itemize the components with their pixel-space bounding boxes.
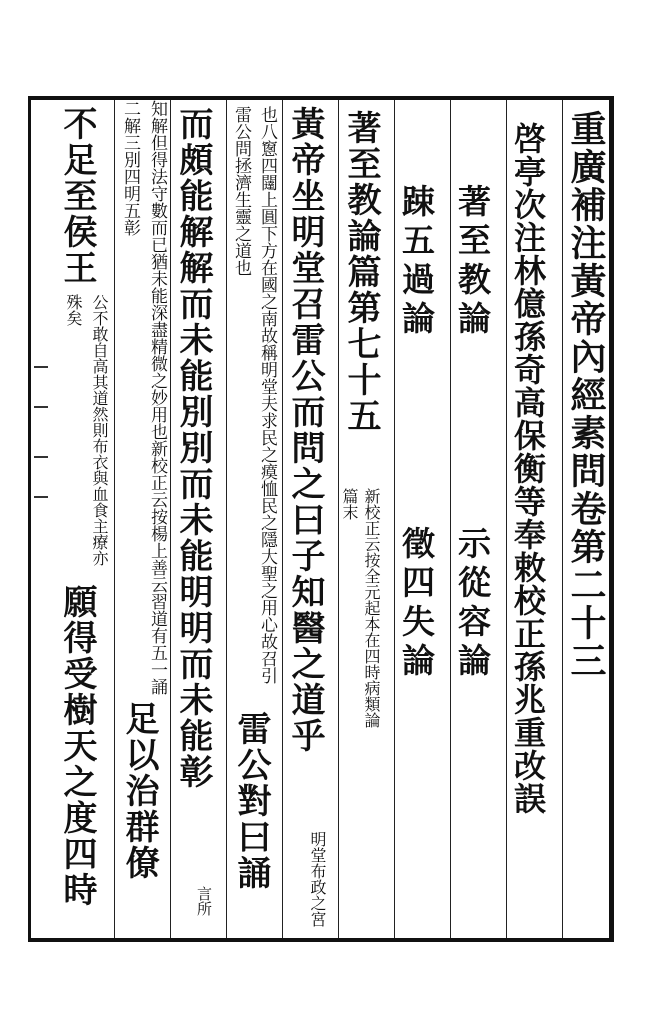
toc-entry: 徵四失論 bbox=[397, 526, 436, 682]
frame-border-right bbox=[609, 96, 614, 942]
commentary: 也八窻四闥上圓下方在國之南故稱明堂夫求民之瘼恤民之隱大聖之用心故召引雷公問拯濟生靈之道也 bbox=[231, 106, 277, 684]
toc-entry: 著至教論 bbox=[453, 184, 492, 340]
toc-entry: 示從容論 bbox=[453, 526, 492, 682]
binding-gutter bbox=[28, 346, 54, 606]
main-text-line: 雷公對曰誦 bbox=[231, 711, 271, 891]
toc-entry: 踈五過論 bbox=[397, 184, 436, 340]
main-text-line: 願得受樹天之度四時 bbox=[57, 584, 97, 908]
column-rule bbox=[394, 100, 395, 938]
inline-note: 公不敢自高其道然則布衣與血食主療亦殊矣 bbox=[64, 294, 109, 566]
chapter-note: 新校正云按全元起本在四時病類論篇末 bbox=[340, 488, 381, 728]
gutter-mark bbox=[34, 366, 48, 368]
gutter-mark bbox=[34, 456, 48, 458]
chapter-heading bbox=[341, 110, 381, 434]
column-rule bbox=[506, 100, 507, 938]
column-rule bbox=[114, 100, 115, 938]
column-rule bbox=[226, 100, 227, 938]
main-text-line: 不足至侯王 bbox=[57, 106, 97, 286]
column-rule bbox=[170, 100, 171, 938]
inline-note: 明堂布政之宮 bbox=[308, 831, 327, 927]
page-frame bbox=[28, 96, 614, 942]
column-rule bbox=[450, 100, 451, 938]
chapter-heading-text: 著至教論篇第七十五 bbox=[341, 110, 381, 434]
gutter-mark bbox=[34, 496, 48, 498]
main-text-line: 足以治群僚 bbox=[119, 701, 159, 881]
editors-line: 啓亭次注林億孫奇高保衡等奉敕校正孫兆重改誤 bbox=[509, 122, 547, 815]
column-rule bbox=[562, 100, 563, 938]
main-text-line: 黃帝坐明堂召雷公而問之曰子知醫之道乎 bbox=[285, 106, 325, 754]
column-rule bbox=[282, 100, 283, 938]
inline-note: 言所 bbox=[195, 886, 213, 916]
commentary: 知解但得法守數而已猶未能深盡精微之妙用也新校正云按楊上善云習道有五一誦二解三別四明五彰 bbox=[120, 100, 167, 695]
main-text-line: 而頗能解解而未能別別而未能明明而未能彰 bbox=[173, 106, 213, 790]
gutter-mark bbox=[34, 406, 48, 408]
volume-title: 重廣補注黃帝內經素問卷第二十三 bbox=[565, 110, 607, 680]
